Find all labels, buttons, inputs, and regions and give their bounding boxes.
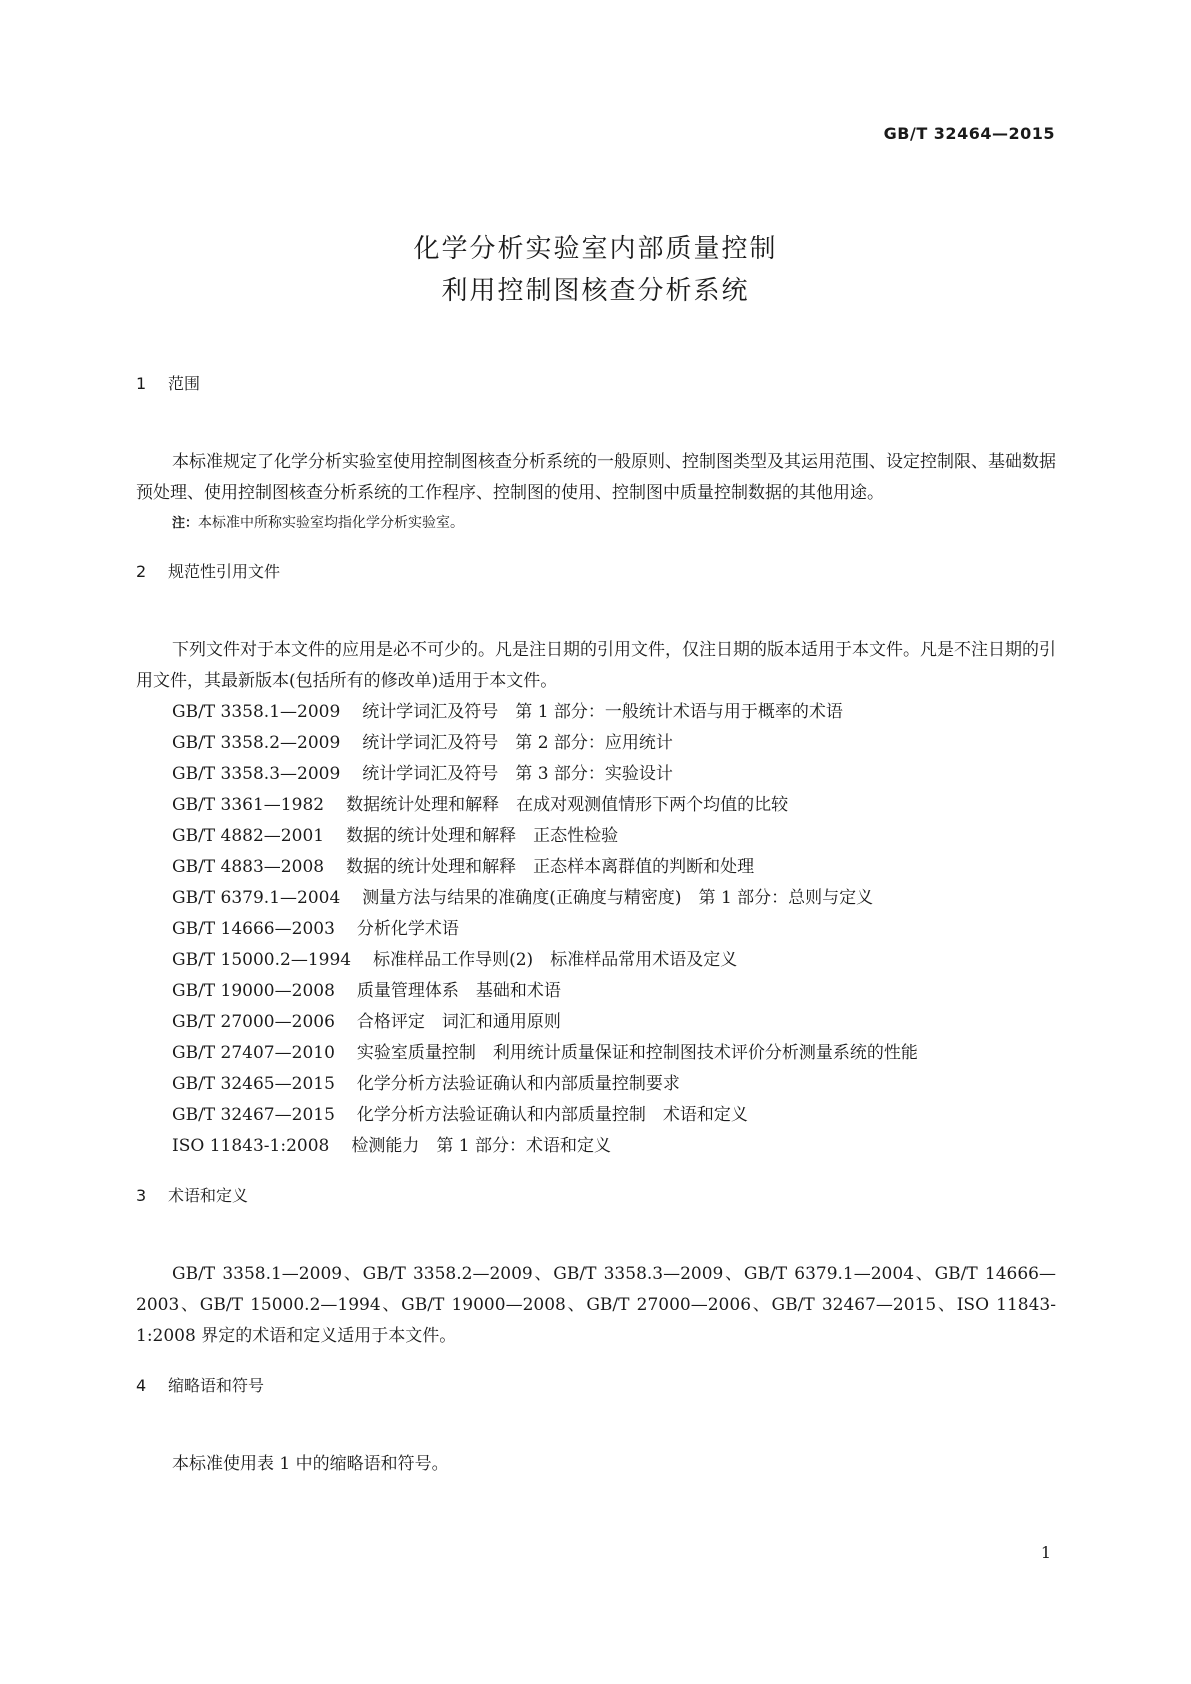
reference-code: GB/T 14666—2003 (172, 919, 335, 939)
reference-code: GB/T 32467—2015 (172, 1105, 335, 1125)
reference-code: GB/T 15000.2—1994 (172, 950, 352, 970)
section-2-title: 规范性引用文件 (168, 562, 281, 581)
reference-code: GB/T 6379.1—2004 (172, 888, 341, 908)
note-text: 本标准中所称实验室均指化学分析实验室。 (198, 515, 465, 531)
reference-title: 数据的统计处理和解释 正态性检验 (346, 826, 619, 846)
section-4-number: 4 (136, 1376, 147, 1395)
standard-code: GB/T 32464—2015 (883, 124, 1055, 143)
reference-title: 统计学词汇及符号 第 1 部分：一般统计术语与用于概率的术语 (362, 702, 843, 722)
reference-code: GB/T 4882—2001 (172, 826, 325, 846)
reference-item (136, 728, 1056, 759)
reference-title: 统计学词汇及符号 第 3 部分：实验设计 (362, 764, 673, 784)
reference-item (136, 1007, 1056, 1038)
reference-title: 测量方法与结果的准确度(正确度与精密度) 第 1 部分：总则与定义 (362, 888, 874, 908)
reference-item (136, 1100, 1056, 1131)
section-2-paragraph: 下列文件对于本文件的应用是必不可少的。凡是注日期的引用文件，仅注日期的版本适用于本文件。凡是不注日期的引用文件，其最新版本(包括所有的修改单)适用于本文件。 (136, 640, 1056, 691)
reference-item (136, 976, 1056, 1007)
section-2-heading (136, 556, 1056, 587)
reference-code: GB/T 27000—2006 (172, 1012, 335, 1032)
reference-code: GB/T 3358.3—2009 (172, 764, 341, 784)
reference-code: GB/T 32465—2015 (172, 1074, 335, 1094)
title-line-2: 利用控制图核查分析系统 (441, 276, 750, 306)
title-line-1: 化学分析实验室内部质量控制 (413, 234, 778, 264)
reference-title: 检测能力 第 1 部分：术语和定义 (351, 1136, 611, 1156)
reference-title: 分析化学术语 (356, 919, 459, 939)
reference-item (136, 1069, 1056, 1100)
reference-code: ISO 11843-1:2008 (172, 1136, 330, 1156)
reference-title: 数据的统计处理和解释 正态样本离群值的判断和处理 (346, 857, 755, 877)
reference-code: GB/T 3361—1982 (172, 795, 325, 815)
reference-item (136, 1038, 1056, 1069)
reference-item (136, 1131, 1056, 1162)
reference-item (136, 945, 1056, 976)
reference-item (136, 914, 1056, 945)
document-body (136, 368, 1056, 1480)
section-4-paragraph: 本标准使用表 1 中的缩略语和符号。 (172, 1454, 449, 1474)
section-1-note (172, 509, 1056, 538)
reference-item (136, 790, 1056, 821)
reference-code: GB/T 4883—2008 (172, 857, 325, 877)
reference-item (136, 852, 1056, 883)
section-1-paragraph: 本标准规定了化学分析实验室使用控制图核查分析系统的一般原则、控制图类型及其运用范围、设定控制限、基础数据预处理、使用控制图核查分析系统的工作程序、控制图的使用、控制图中质量控制数据的其他用途。 (136, 452, 1056, 503)
reference-title: 标准样品工作导则(2) 标准样品常用术语及定义 (373, 950, 738, 970)
reference-list (136, 697, 1056, 1162)
section-3-heading (136, 1180, 1056, 1211)
reference-title: 化学分析方法验证确认和内部质量控制 术语和定义 (356, 1105, 748, 1125)
section-4-heading (136, 1370, 1056, 1401)
section-4-title: 缩略语和符号 (168, 1376, 265, 1395)
reference-item (136, 821, 1056, 852)
reference-code: GB/T 19000—2008 (172, 981, 335, 1001)
section-3-number: 3 (136, 1186, 147, 1205)
section-1-title: 范围 (168, 374, 201, 393)
reference-code: GB/T 27407—2010 (172, 1043, 335, 1063)
reference-item (136, 759, 1056, 790)
document-title (0, 228, 1191, 312)
reference-title: 统计学词汇及符号 第 2 部分：应用统计 (362, 733, 673, 753)
reference-title: 合格评定 词汇和通用原则 (356, 1012, 561, 1032)
reference-title: 实验室质量控制 利用统计质量保证和控制图技术评价分析测量系统的性能 (356, 1043, 918, 1063)
section-1-number: 1 (136, 374, 147, 393)
reference-code: GB/T 3358.2—2009 (172, 733, 341, 753)
reference-item (136, 883, 1056, 914)
section-2-number: 2 (136, 562, 147, 581)
reference-title: 数据统计处理和解释 在成对观测值情形下两个均值的比较 (346, 795, 789, 815)
page-number: 1 (1040, 1543, 1051, 1562)
section-1-heading (136, 368, 1056, 399)
reference-code: GB/T 3358.1—2009 (172, 702, 341, 722)
reference-title: 化学分析方法验证确认和内部质量控制要求 (356, 1074, 680, 1094)
note-label: 注： (172, 516, 199, 531)
section-3-paragraph: GB/T 3358.1—2009、GB/T 3358.2—2009、GB/T 3358.3—2009、GB/T 6379.1—2004、GB/T 14666—2003、GB/T 15000.2—1994、GB/T 19000—2008、GB/T 27000—2006、GB/T 32467—2015、ISO 11843-1:2008 界定的术语和定义适用于本文件。 (136, 1264, 1056, 1346)
section-3-title: 术语和定义 (168, 1186, 249, 1205)
reference-title: 质量管理体系 基础和术语 (356, 981, 561, 1001)
reference-item (136, 697, 1056, 728)
